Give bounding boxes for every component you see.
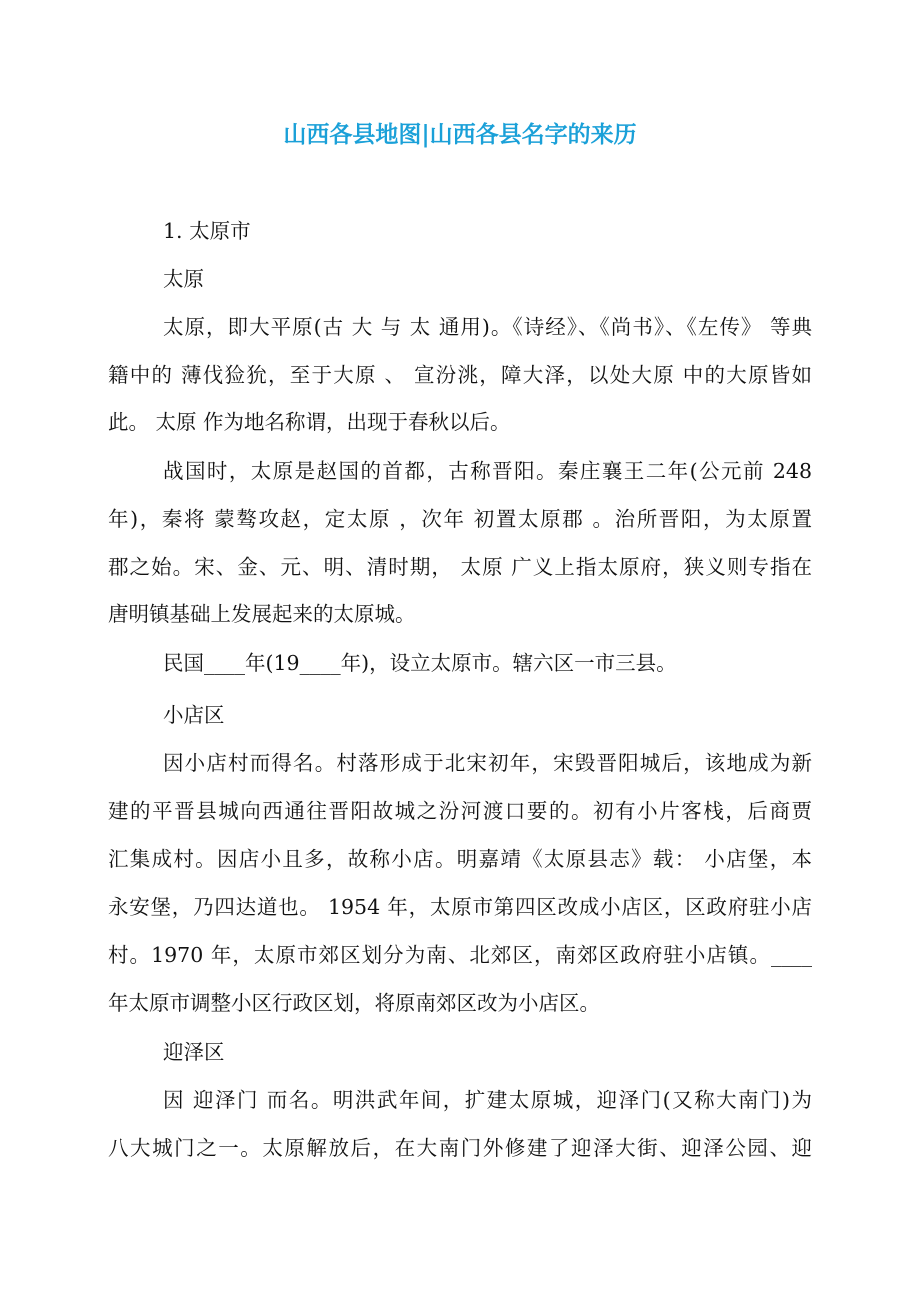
- paragraph-line: 八大城门之一。太原解放后，在大南门外修建了迎泽大街、迎泽公园、迎: [108, 1136, 812, 1160]
- paragraph-line: 战国时，太原是赵国的首都，古称晋阳。秦庄襄王二年(公元前 248: [163, 459, 812, 483]
- subheading: 太原: [163, 267, 204, 291]
- paragraph-line: 永安堡，乃四达道也。 1954 年，太原市第四区改成小店区，区政府驻小店: [108, 895, 812, 919]
- paragraph-line: 村。1970 年，太原市郊区划分为南、北郊区，南郊区政府驻小店镇。____: [108, 943, 812, 967]
- paragraph-line: 唐明镇基础上发展起来的太原城。: [108, 602, 416, 626]
- paragraph-line: 因 迎泽门 而名。明洪武年间，扩建太原城，迎泽门(又称大南门)为: [163, 1088, 812, 1112]
- paragraph-line: 此。 太原 作为地名称谓，出现于春秋以后。: [108, 410, 511, 434]
- paragraph-line: 汇集成村。因店小且多，故称小店。明嘉靖《太原县志》载： 小店堡，本: [108, 847, 812, 871]
- paragraph-line: 民国____年(19____年)，设立太原市。辖六区一市三县。: [163, 651, 677, 675]
- paragraph-line: 太原，即大平原(古 大 与 太 通用)。《诗经》、《尚书》、《左传》 等典: [163, 315, 812, 339]
- paragraph-line: 年)，秦将 蒙骜攻赵，定太原 ，次年 初置太原郡 。治所晋阳，为太原置: [108, 507, 812, 531]
- paragraph-line: 建的平晋县城向西通往晋阳故城之汾河渡口要的。初有小片客栈，后商贾: [108, 799, 812, 823]
- subheading: 迎泽区: [163, 1040, 225, 1064]
- paragraph-line: 籍中的 薄伐猃狁，至于大原 、 宣汾洮，障大泽，以处大原 中的大原皆如: [108, 363, 812, 387]
- paragraph-line: 因小店村而得名。村落形成于北宋初年，宋毁晋阳城后，该地成为新: [163, 751, 812, 775]
- paragraph-line: 郡之始。宋、金、元、明、清时期， 太原 广义上指太原府，狭义则专指在: [108, 555, 812, 579]
- paragraph-line: 年太原市调整小区行政区划，将原南郊区改为小店区。: [108, 991, 600, 1015]
- section-heading: 1. 太原市: [163, 219, 251, 243]
- subheading: 小店区: [163, 703, 225, 727]
- document-title: 山西各县地图|山西各县名字的来历: [283, 121, 637, 148]
